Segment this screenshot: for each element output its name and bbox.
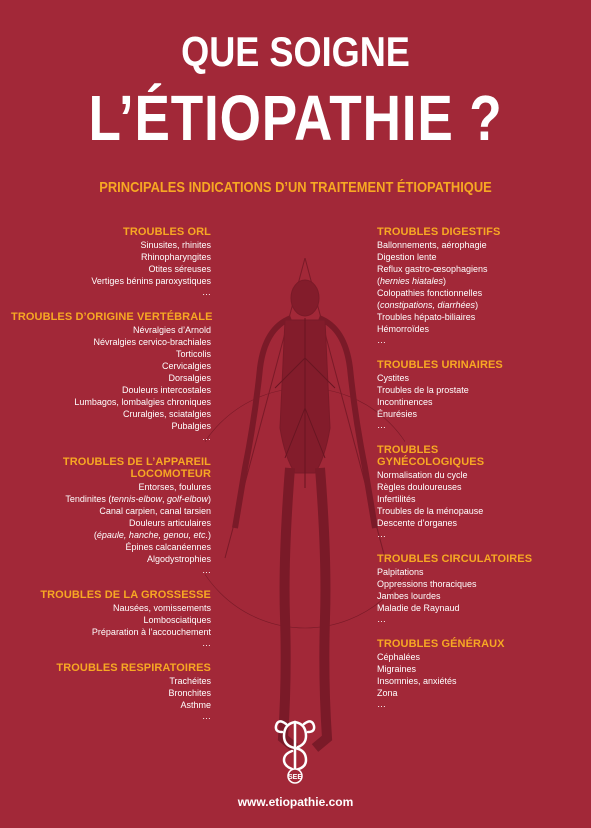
list-item: Épines calcanéennes xyxy=(125,542,211,552)
list-item: Troubles hépato-biliaires xyxy=(377,312,476,322)
more-ellipsis: … xyxy=(377,614,386,624)
list-item: Torticolis xyxy=(175,349,211,359)
more-ellipsis: … xyxy=(202,711,211,721)
more-ellipsis: … xyxy=(377,420,386,430)
section-title: TROUBLES RESPIRATOIRES xyxy=(56,662,211,674)
more-ellipsis: … xyxy=(377,529,386,539)
list-item: Palpitations xyxy=(377,567,424,577)
list-item: Pubalgies xyxy=(171,421,211,431)
list-item: Otites séreuses xyxy=(148,264,211,274)
italic-text: hernies hiatales xyxy=(380,276,444,286)
list-item: Reflux gastro-œsophagiens xyxy=(377,264,488,274)
title-line-2: L’ÉTIOPATHIE ? xyxy=(88,82,503,154)
more-ellipsis: … xyxy=(377,699,386,709)
list-item: Cruralgies, sciatalgies xyxy=(122,409,211,419)
caduceus-logo-icon xyxy=(270,714,320,786)
list-item-tendinites xyxy=(11,493,211,505)
section-title: TROUBLES URINAIRES xyxy=(377,359,503,371)
list-item: Troubles de la prostate xyxy=(377,385,469,395)
list-item: Douleurs articulaires xyxy=(128,518,211,528)
list-item: Rhinopharyngites xyxy=(140,252,211,262)
right-column xyxy=(377,226,577,723)
more-ellipsis: … xyxy=(202,432,211,442)
section-generaux xyxy=(377,638,577,709)
section-title xyxy=(11,456,211,480)
list-item: Cervicalgies xyxy=(161,361,211,371)
italic-text: constipations, diarrhées xyxy=(380,300,476,310)
section-title-line-1: TROUBLES xyxy=(377,444,439,456)
section-title: TROUBLES DE LA GROSSESSE xyxy=(40,589,211,601)
subtitle: PRINCIPALES INDICATIONS D’UN TRAITEMENT ÉTIOPATHIQUE xyxy=(99,179,492,196)
list-item: Trachéites xyxy=(169,676,211,686)
list-item: Vertiges bénins paroxystiques xyxy=(91,276,211,286)
text-part: ) xyxy=(208,494,211,504)
list-item: Dorsalgies xyxy=(168,373,211,383)
left-column xyxy=(11,226,211,735)
section-orl xyxy=(11,226,211,297)
list-item: Incontinences xyxy=(377,397,433,407)
section-digestifs xyxy=(377,226,577,345)
list-item: Cystites xyxy=(377,373,410,383)
text-part: ( xyxy=(377,276,380,286)
more-ellipsis: … xyxy=(202,565,211,575)
list-item: Algodystrophies xyxy=(146,554,211,564)
section-title: TROUBLES GÉNÉRAUX xyxy=(377,638,505,650)
italic-text: tennis-elbow xyxy=(111,494,162,504)
list-item-articulations xyxy=(11,529,211,541)
website-link[interactable]: www.etiopathie.com xyxy=(237,795,354,809)
list-item: Névralgies d’Arnold xyxy=(132,325,211,335)
italic-text: épaule, hanche, genou, etc. xyxy=(96,530,208,540)
list-item: Ballonnements, aérophagie xyxy=(377,240,487,250)
list-item: Canal carpien, canal tarsien xyxy=(99,506,211,516)
section-circulatoires xyxy=(377,553,577,624)
more-ellipsis: … xyxy=(202,287,211,297)
list-item: Infertilités xyxy=(377,494,416,504)
section-title: TROUBLES D’ORIGINE VERTÉBRALE xyxy=(11,311,213,323)
list-item: Troubles de la ménopause xyxy=(377,506,484,516)
section-title: TROUBLES ORL xyxy=(123,226,211,238)
list-item-colopathies xyxy=(377,299,577,311)
section-vertebrale xyxy=(11,311,211,442)
list-item: Migraines xyxy=(377,664,417,674)
list-item: Règles douloureuses xyxy=(377,482,462,492)
section-urinaires xyxy=(377,359,577,430)
list-item: Insomnies, anxiétés xyxy=(377,676,457,686)
list-item: Hémorroïdes xyxy=(377,324,430,334)
list-item: Névralgies cervico-brachiales xyxy=(93,337,211,347)
text-part: ( xyxy=(93,530,97,540)
text-part: , xyxy=(161,494,167,504)
section-title-line-2: LOCOMOTEUR xyxy=(130,468,211,480)
section-title-line-1: TROUBLES DE L’APPAREIL xyxy=(62,456,211,468)
section-title: TROUBLES DIGESTIFS xyxy=(377,226,501,238)
more-ellipsis: … xyxy=(202,638,211,648)
list-item: Asthme xyxy=(180,700,211,710)
list-item: Zona xyxy=(377,688,398,698)
list-item: Colopathies fonctionnelles xyxy=(377,288,483,298)
list-item: Entorses, foulures xyxy=(138,482,211,492)
text-part: Tendinites ( xyxy=(65,494,112,504)
list-item: Lombosciatiques xyxy=(143,615,211,625)
text-part: ) xyxy=(443,276,447,286)
text-part: ) xyxy=(475,300,479,310)
more-ellipsis: … xyxy=(377,335,386,345)
list-item: Jambes lourdes xyxy=(377,591,441,601)
section-title: TROUBLES CIRCULATOIRES xyxy=(377,553,533,565)
list-item: Céphalées xyxy=(377,652,421,662)
text-part: ) xyxy=(208,530,211,540)
list-item-hernies xyxy=(377,275,577,287)
italic-text: golf-elbow xyxy=(166,494,208,504)
list-item: Oppressions thoraciques xyxy=(377,579,477,589)
title-line-1: QUE SOIGNE xyxy=(181,28,410,75)
list-item: Douleurs intercostales xyxy=(121,385,211,395)
section-gynecologiques xyxy=(377,444,577,539)
list-item: Lumbagos, lombalgies chroniques xyxy=(74,397,211,407)
list-item: Bronchites xyxy=(168,688,211,698)
anatomy-illustration xyxy=(205,258,405,778)
section-grossesse xyxy=(11,589,211,648)
text-part: ( xyxy=(377,300,380,310)
list-item: Énurésies xyxy=(377,409,418,419)
section-title-line-2: GYNÉCOLOGIQUES xyxy=(377,456,485,468)
list-item: Maladie de Raynaud xyxy=(377,603,460,613)
list-item: Sinusites, rhinites xyxy=(140,240,211,250)
logo-text: SEE xyxy=(287,774,303,781)
list-item: Normalisation du cycle xyxy=(377,470,468,480)
section-title xyxy=(377,444,577,468)
list-item: Descente d’organes xyxy=(377,518,458,528)
list-item: Préparation à l’accouchement xyxy=(91,627,211,637)
section-respiratoires xyxy=(11,662,211,721)
section-locomoteur xyxy=(11,456,211,575)
list-item: Nausées, vomissements xyxy=(112,603,211,613)
list-item: Digestion lente xyxy=(377,252,437,262)
